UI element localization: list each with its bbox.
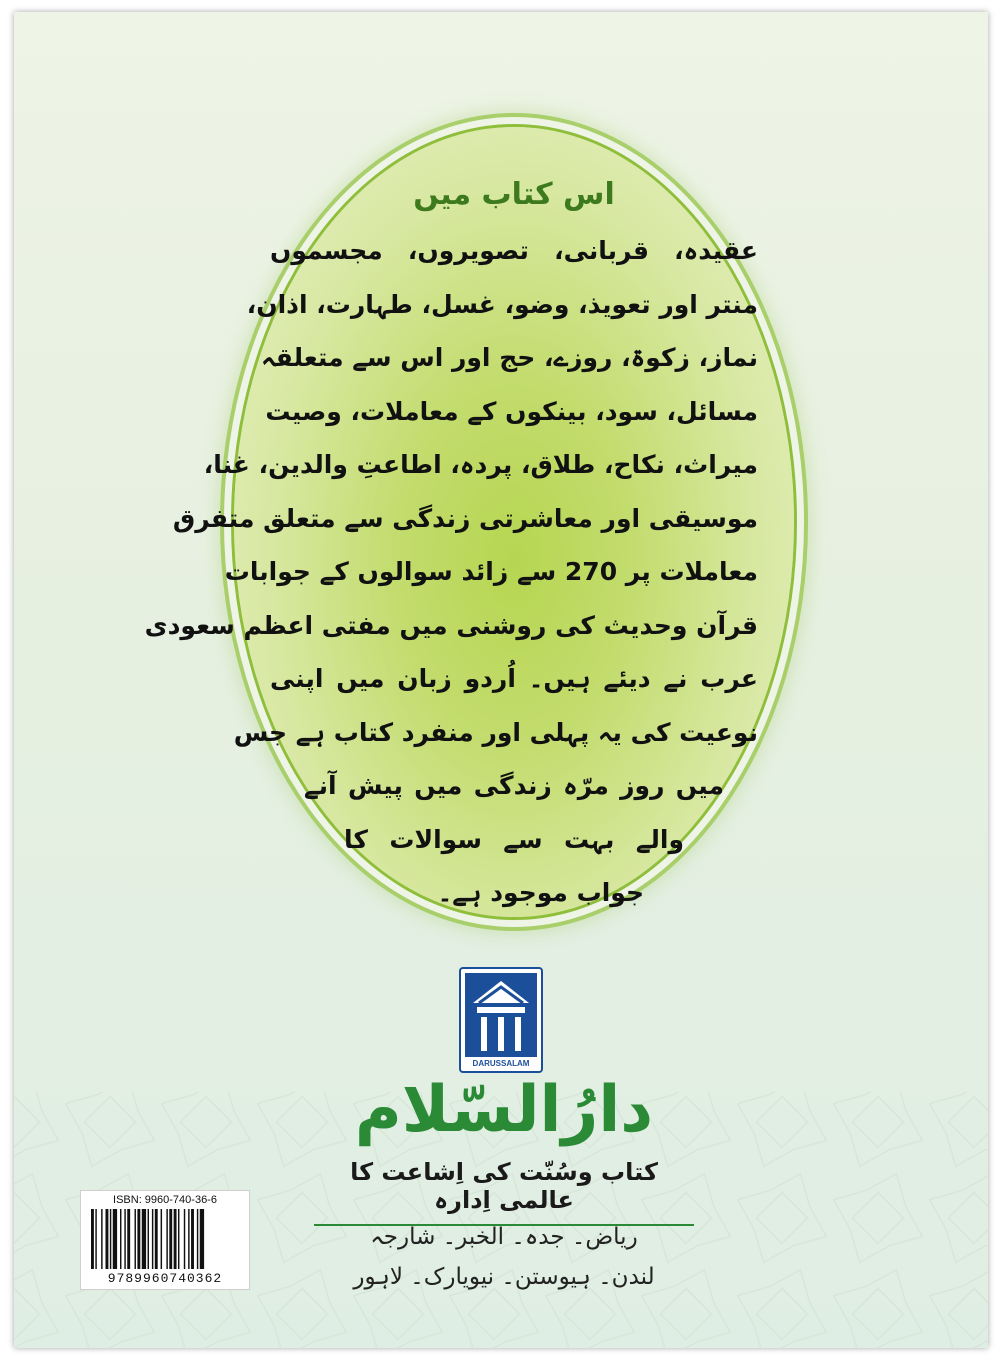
darussalam-logo-icon [459,967,543,1073]
book-back-cover [14,12,988,1348]
isbn-label: ISBN: 9960-740-36-6 [113,1194,217,1206]
description-heading: اس کتاب میں [413,177,615,212]
barcode-bars [89,1209,241,1269]
publisher-cities-line-1: ریاض۔ جدہ۔ الخبر۔ شارجہ [370,1224,638,1250]
barcode-number: 9789960740362 [107,1271,223,1286]
description-line: منتر اور تعویذ، وضو، غسل، طہارت، اذان، [246,289,758,319]
publisher-tagline: کتاب وسُنّت کی اِشاعت کا عالمی اِدارہ [314,1158,694,1226]
description-line: میراث، نکاح، طلاق، پردہ، اطاعتِ والدین، غنا، [203,450,758,479]
description-line: والے بہت سے سوالات کا [344,824,684,854]
description-line: نوعیت کی یہ پہلی اور منفرد کتاب ہے جس [233,717,758,747]
description-line: عرب نے دیئے ہیں۔ اُردو زبان میں اپنی [270,664,758,693]
description-line: موسیقی اور معاشرتی زندگی سے متعلق متفرق [172,503,758,533]
description-line: قرآن وحدیث کی روشنی میں مفتی اعظم سعودی [144,610,758,640]
description-line: نماز، زکوۃ، روزے، حج اور اس سے متعلقہ [260,343,758,372]
svg-text:DARUSSALAM: DARUSSALAM [472,1059,530,1068]
publisher-name: دارُالسّلام [354,1073,654,1147]
book-description [144,177,764,920]
description-line: میں روز مرّہ زندگی میں پیش آنے [304,771,724,800]
description-line: عقیدہ، قربانی، تصویروں، مجسموں [270,236,758,265]
description-line: جواب موجود ہے۔ [437,878,644,907]
description-line: معاملات پر 270 سے زائد سوالوں کے جوابات [224,557,758,586]
publisher-cities-line-2: لندن۔ ہیوستن۔ نیویارک۔ لاہور [353,1264,655,1290]
description-line: مسائل، سود، بینکوں کے معاملات، وصیت [265,396,758,426]
isbn-barcode [80,1190,250,1290]
